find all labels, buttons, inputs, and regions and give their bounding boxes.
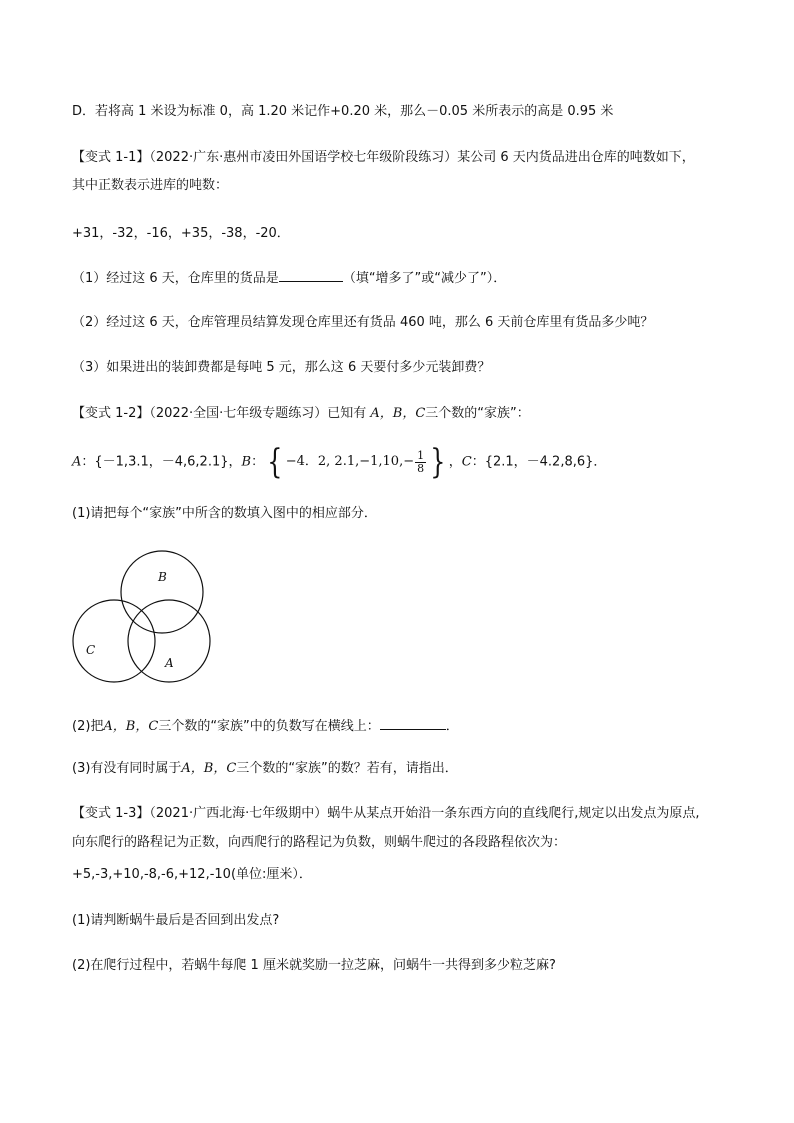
venn-label-b: B	[158, 570, 167, 584]
q2-vars: A，B，C	[103, 719, 159, 734]
variant-1-1-intro: 其中正数表示进库的吨数：	[72, 178, 229, 193]
set-b-tail: ，	[448, 454, 462, 470]
variant-1-3-q1: (1)请判断蜗牛最后是否回到出发点?	[72, 913, 280, 928]
set-b-items: −4．2, 2.1,−1,10,−	[285, 454, 415, 469]
q3-vars: A，B，C	[181, 761, 237, 776]
left-brace: {	[267, 442, 283, 482]
answer-blank	[380, 717, 446, 730]
variant-tag: 【变式 1-3】	[72, 806, 150, 821]
right-brace: }	[430, 442, 446, 482]
venn-label-a: A	[165, 656, 174, 670]
set-c-items: ：{2.1，－4.2,8,6}．	[471, 454, 607, 470]
variant-1-1-q2: （2）经过这 6 天，仓库管理员结算发现仓库里还有货品 460 吨，那么 6 天前仓库里有货品多少吨？	[72, 315, 654, 330]
variant-1-3-intro: 向东爬行的路程记为正数，向西爬行的路程记为负数，则蜗牛爬过的各段路程依次为：	[72, 835, 567, 850]
variant-1-3-heading	[72, 805, 700, 823]
venn-label-c: C	[86, 643, 96, 657]
set-a-label: A	[72, 454, 82, 470]
intro-text-end: 三个数的“家族”：	[425, 406, 530, 421]
set-a-items: ：{－1,3.1，－4,6,2.1}，	[81, 454, 242, 470]
variant-1-1-q1	[72, 269, 506, 288]
intro-text: 某公司 6 天内货品进出仓库的吨数如下，	[457, 150, 695, 165]
fraction	[415, 450, 426, 475]
variant-tag: 【变式 1-2】	[72, 406, 150, 421]
variant-source: （2021·广西北海·七年级期中）	[149, 806, 328, 821]
variant-source: （2022·广东·惠州市凌田外国语学校七年级阶段练习）	[149, 150, 458, 165]
q3-text-end: 三个数的“家族”的数？若有，请指出．	[236, 761, 458, 776]
variant-1-1-q3: （3）如果进出的装卸费都是每吨 5 元，那么这 6 天要付多少元装卸费？	[72, 360, 491, 375]
fraction-numerator: 1	[417, 448, 425, 462]
variant-1-2-heading	[72, 405, 530, 423]
set-b-braced	[264, 442, 449, 482]
variant-1-3-q2: (2)在爬行过程中，若蜗牛每爬 1 厘米就奖励一拉芝麻，问蜗牛一共得到多少粒芝麻?	[72, 958, 556, 973]
variant-1-1-heading	[72, 149, 695, 167]
q1-hint: （填“增多了”或“减少了”）．	[342, 271, 507, 286]
set-definitions	[72, 442, 607, 482]
venn-circle-c	[73, 600, 155, 682]
option-d: D．若将高 1 米设为标准 0，高 1.20 米记作+0.20 米，那么－0.05 米所表示的高是 0.95 米	[72, 104, 614, 119]
intro-vars: A，B，C	[370, 406, 426, 421]
q2-text: (2)把	[72, 719, 104, 734]
variant-1-1-data: +31，-32，-16，+35，-38，-20．	[72, 226, 290, 241]
intro-text: 已知有	[327, 406, 367, 421]
variant-source: （2022·全国·七年级专题练习）	[149, 406, 328, 421]
set-c-label: C	[461, 454, 472, 470]
variant-1-2-q1: (1)请把每个“家族”中所含的数填入图中的相应部分．	[72, 506, 377, 521]
q1-text: （1）经过这 6 天，仓库里的货品是	[72, 271, 279, 286]
fraction-denominator: 8	[417, 461, 425, 475]
variant-1-2-q2	[72, 717, 459, 736]
intro-text: 蜗牛从某点开始沿一条东西方向的直线爬行,规定以出发点为原点,	[327, 806, 700, 821]
q2-text-mid: 三个数的“家族”中的负数写在横线上：	[158, 719, 380, 734]
venn-diagram	[70, 550, 216, 686]
set-b-colon: ：	[251, 454, 265, 470]
variant-1-2-q3	[72, 760, 458, 778]
variant-1-3-data: +5,-3,+10,-8,-6,+12,-10(单位:厘米）．	[72, 867, 312, 882]
answer-blank	[279, 269, 343, 282]
q2-text-end: ．	[445, 719, 459, 734]
set-b-label: B	[241, 454, 252, 470]
variant-tag: 【变式 1-1】	[72, 150, 150, 165]
q3-text: (3)有没有同时属于	[72, 761, 182, 776]
